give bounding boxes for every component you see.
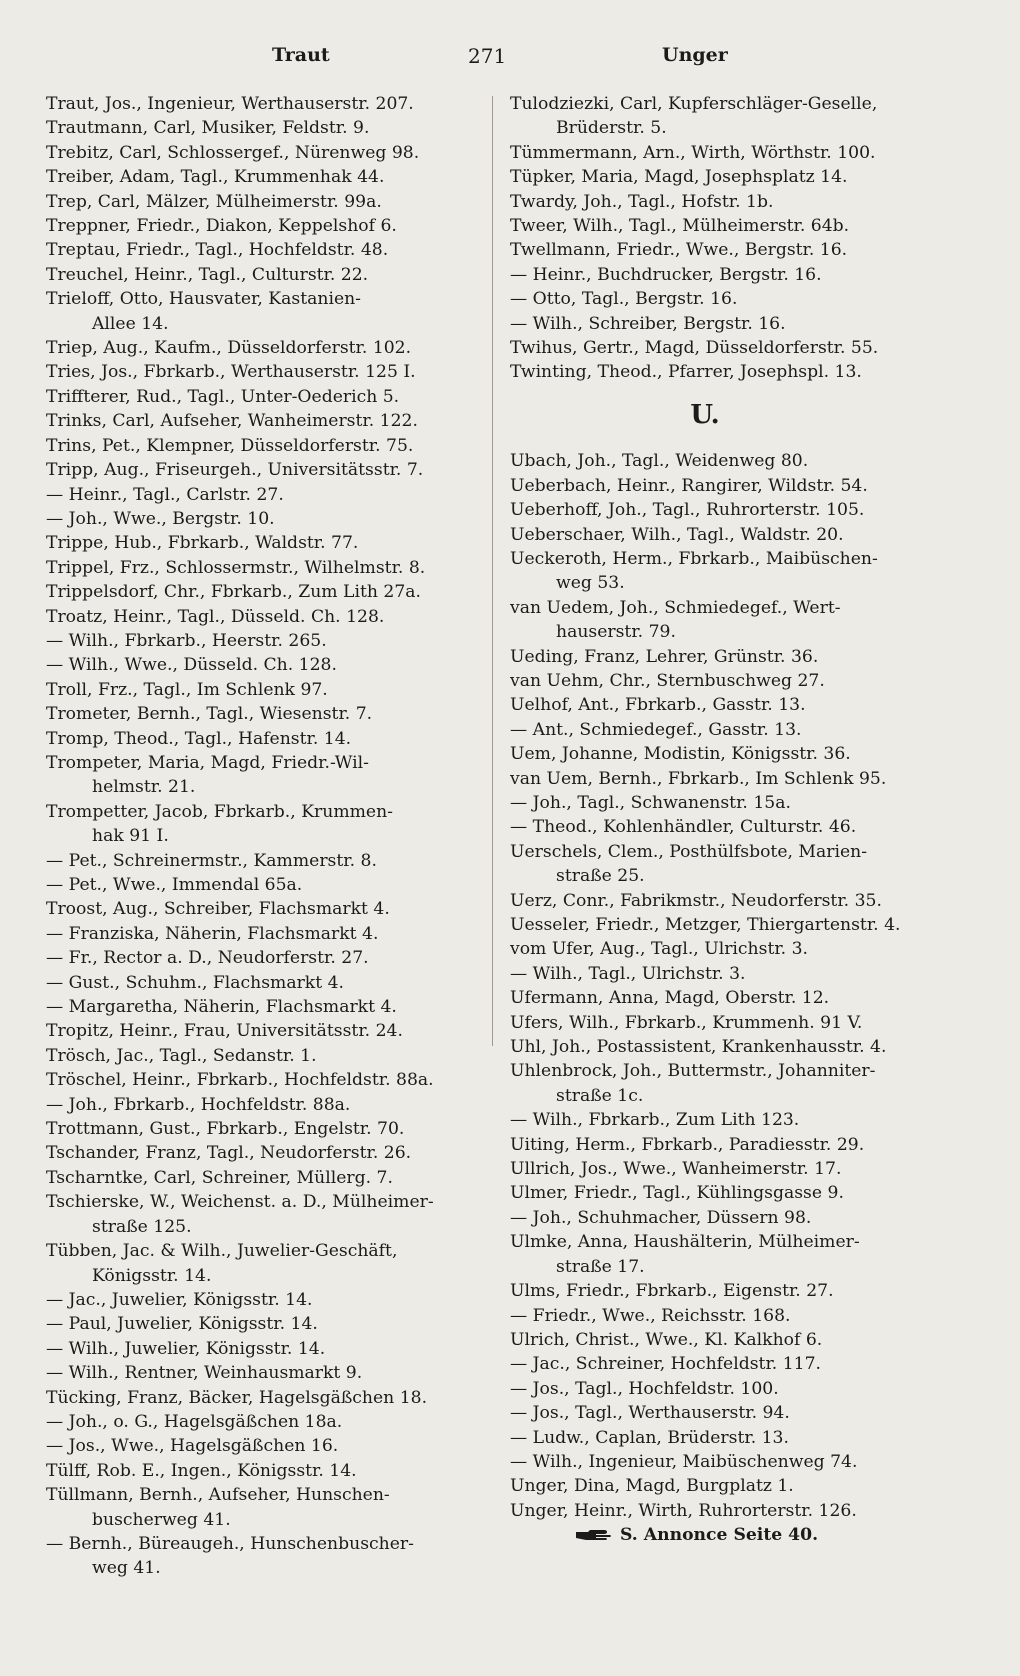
- directory-entry: — Jac., Juwelier, Königsstr. 14.: [46, 1289, 313, 1310]
- directory-entry: Ullrich, Jos., Wwe., Wanheimerstr. 17.: [510, 1159, 842, 1180]
- directory-entry: Traut, Jos., Ingenieur, Werthauserstr. 207.: [46, 94, 414, 114]
- directory-entry: — Jos., Wwe., Hagelsgäßchen 16.: [46, 1436, 339, 1457]
- directory-entry-continuation: straße 1c.: [556, 1085, 644, 1106]
- directory-entry: Trins, Pet., Klempner, Düsseldorferstr. 75.: [46, 435, 414, 456]
- directory-entry: Triffterer, Rud., Tagl., Unter-Oederich 5.: [46, 386, 400, 407]
- directory-entry: Trebitz, Carl, Schlossergef., Nürenweg 98.: [46, 142, 420, 163]
- directory-entry-continuation: Allee 14.: [92, 313, 169, 334]
- directory-entry: Tulodziezki, Carl, Kupferschläger-Geselle,: [510, 94, 878, 114]
- directory-entry: — Wilh., Tagl., Ulrichstr. 3.: [510, 963, 746, 984]
- directory-entry: — Joh., o. G., Hagelsgäßchen 18a.: [46, 1411, 343, 1432]
- directory-entry: Uerz, Conr., Fabrikmstr., Neudorferstr. 35.: [510, 890, 882, 911]
- directory-entry-continuation: hak 91 I.: [92, 826, 169, 847]
- directory-entry-continuation: helmstr. 21.: [92, 777, 196, 798]
- directory-entry: van Uem, Bernh., Fbrkarb., Im Schlenk 95.: [510, 768, 887, 789]
- directory-entry: Troatz, Heinr., Tagl., Düsseld. Ch. 128.: [46, 606, 385, 627]
- left-column: [46, 92, 486, 1581]
- directory-entry: Tripp, Aug., Friseurgeh., Universitätsstr. 7.: [46, 460, 424, 481]
- directory-entry: van Uedem, Joh., Schmiedegef., Wert-: [510, 597, 841, 618]
- directory-entry: Treiber, Adam, Tagl., Krummenhak 44.: [46, 167, 385, 188]
- directory-entry: Tries, Jos., Fbrkarb., Werthauserstr. 125 I.: [46, 362, 416, 383]
- directory-entry: Treuchel, Heinr., Tagl., Culturstr. 22.: [46, 264, 369, 285]
- directory-entry: — Heinr., Buchdrucker, Bergstr. 16.: [510, 264, 822, 285]
- directory-entry: — Wilh., Ingenieur, Maibüschenweg 74.: [510, 1451, 858, 1472]
- directory-entry-continuation: straße 25.: [556, 866, 645, 887]
- directory-entry: Ulmer, Friedr., Tagl., Kühlingsgasse 9.: [510, 1183, 844, 1204]
- directory-entry: — Jos., Tagl., Hochfeldstr. 100.: [510, 1378, 779, 1399]
- directory-entry: Uelhof, Ant., Fbrkarb., Gasstr. 13.: [510, 695, 806, 716]
- directory-entry: — Wilh., Schreiber, Bergstr. 16.: [510, 313, 786, 334]
- page-header: [40, 44, 990, 84]
- directory-entry: — Otto, Tagl., Bergstr. 16.: [510, 289, 738, 310]
- directory-entry: Troost, Aug., Schreiber, Flachsmarkt 4.: [46, 899, 390, 920]
- directory-entry: — Wilh., Juwelier, Königsstr. 14.: [46, 1338, 326, 1359]
- directory-entry: Trautmann, Carl, Musiker, Feldstr. 9.: [46, 118, 370, 139]
- section-letter: U.: [690, 399, 720, 430]
- directory-entry: Uhlenbrock, Joh., Buttermstr., Johanniter-: [510, 1061, 876, 1082]
- directory-entry: — Bernh., Büreaugeh., Hunschenbuscher-: [46, 1533, 414, 1554]
- u-entries: [510, 449, 970, 1523]
- directory-entry: Trösch, Jac., Tagl., Sedanstr. 1.: [46, 1045, 317, 1066]
- directory-entry: Ueberhoff, Joh., Tagl., Ruhrorterstr. 105.: [510, 500, 865, 521]
- directory-entry: Uem, Johanne, Modistin, Königsstr. 36.: [510, 744, 851, 765]
- directory-entry-continuation: weg 53.: [556, 573, 625, 594]
- directory-entry: Unger, Dina, Magd, Burgplatz 1.: [510, 1476, 794, 1497]
- annonce-text: S. Annonce Seite 40.: [620, 1525, 819, 1546]
- directory-entry: Trinks, Carl, Aufseher, Wanheimerstr. 122.: [46, 411, 418, 432]
- directory-entry: Ueberbach, Heinr., Rangirer, Wildstr. 54.: [510, 475, 868, 496]
- directory-entry: Uhl, Joh., Postassistent, Krankenhausstr. 4.: [510, 1037, 887, 1058]
- directory-entry-continuation: Brüderstr. 5.: [556, 118, 667, 139]
- directory-entry: — Jac., Schreiner, Hochfeldstr. 117.: [510, 1354, 821, 1375]
- directory-entry: Triep, Aug., Kaufm., Düsseldorferstr. 102.: [46, 338, 412, 359]
- directory-entry: Tweer, Wilh., Tagl., Mülheimerstr. 64b.: [510, 216, 850, 237]
- right-column: [510, 92, 970, 1548]
- directory-entry-continuation: buscherweg 41.: [92, 1509, 231, 1530]
- annonce-note: [510, 1523, 970, 1547]
- directory-entry: — Theod., Kohlenhändler, Culturstr. 46.: [510, 817, 857, 838]
- directory-entry: — Fr., Rector a. D., Neudorferstr. 27.: [46, 948, 369, 969]
- directory-entry: — Paul, Juwelier, Königsstr. 14.: [46, 1314, 318, 1335]
- directory-entry: Trottmann, Gust., Fbrkarb., Engelstr. 70.: [46, 1119, 405, 1140]
- directory-entry: Trieloff, Otto, Hausvater, Kastanien-: [46, 289, 361, 310]
- directory-entry: Tromp, Theod., Tagl., Hafenstr. 14.: [46, 728, 352, 749]
- directory-entry: Tümmermann, Arn., Wirth, Wörthstr. 100.: [510, 142, 876, 163]
- directory-entry: Ueberschaer, Wilh., Tagl., Waldstr. 20.: [510, 524, 844, 545]
- directory-entry-continuation: weg 41.: [92, 1558, 161, 1579]
- directory-entry: — Franziska, Näherin, Flachsmarkt 4.: [46, 923, 379, 944]
- directory-entry: Ueding, Franz, Lehrer, Grünstr. 36.: [510, 646, 819, 667]
- directory-entry: Ueckeroth, Herm., Fbrkarb., Maibüschen-: [510, 548, 878, 569]
- directory-entry: Tscharntke, Carl, Schreiner, Müllerg. 7.: [46, 1167, 393, 1188]
- directory-entry: — Pet., Schreinermstr., Kammerstr. 8.: [46, 850, 377, 871]
- directory-entry-continuation: Königsstr. 14.: [92, 1265, 212, 1286]
- directory-entry: Trompeter, Maria, Magd, Friedr.-Wil-: [46, 752, 369, 773]
- directory-entry: — Wilh., Wwe., Düsseld. Ch. 128.: [46, 655, 337, 676]
- directory-entry: van Uehm, Chr., Sternbuschweg 27.: [510, 670, 825, 691]
- directory-entry: Ulmke, Anna, Haushälterin, Mülheimer-: [510, 1232, 860, 1253]
- directory-entry: Trippe, Hub., Fbrkarb., Waldstr. 77.: [46, 533, 359, 554]
- header-first-name: Traut: [272, 44, 330, 66]
- directory-entry: Unger, Heinr., Wirth, Ruhrorterstr. 126.: [510, 1500, 857, 1521]
- column-divider: [492, 96, 493, 1046]
- directory-entry: — Wilh., Rentner, Weinhausmarkt 9.: [46, 1363, 363, 1384]
- directory-entry: Uesseler, Friedr., Metzger, Thiergartenstr. 4.: [510, 915, 901, 935]
- directory-entry: Troll, Frz., Tagl., Im Schlenk 97.: [46, 679, 328, 700]
- directory-entry: Ufers, Wilh., Fbrkarb., Krummenh. 91 V.: [510, 1012, 863, 1033]
- directory-entry: vom Ufer, Aug., Tagl., Ulrichstr. 3.: [510, 939, 808, 960]
- directory-entry: — Joh., Fbrkarb., Hochfeldstr. 88a.: [46, 1094, 351, 1115]
- directory-entry: Ubach, Joh., Tagl., Weidenweg 80.: [510, 451, 809, 472]
- directory-entry: Trep, Carl, Mälzer, Mülheimerstr. 99a.: [46, 191, 382, 212]
- directory-entry: Ufermann, Anna, Magd, Oberstr. 12.: [510, 988, 830, 1009]
- directory-entry: Trometer, Bernh., Tagl., Wiesenstr. 7.: [46, 704, 373, 725]
- directory-entry: Tropitz, Heinr., Frau, Universitätsstr. 24.: [46, 1021, 403, 1042]
- directory-entry: — Joh., Wwe., Bergstr. 10.: [46, 508, 275, 529]
- directory-entry: — Ludw., Caplan, Brüderstr. 13.: [510, 1427, 789, 1448]
- directory-entry: Uerschels, Clem., Posthülfsbote, Marien-: [510, 841, 868, 862]
- directory-entry: Twellmann, Friedr., Wwe., Bergstr. 16.: [510, 240, 848, 261]
- directory-entry: Ulrich, Christ., Wwe., Kl. Kalkhof 6.: [510, 1329, 823, 1350]
- directory-entry: Tschander, Franz, Tagl., Neudorferstr. 26.: [46, 1143, 412, 1164]
- directory-entry: — Gust., Schuhm., Flachsmarkt 4.: [46, 972, 344, 993]
- directory-entry: Uiting, Herm., Fbrkarb., Paradiesstr. 29.: [510, 1134, 865, 1155]
- directory-entry: Twardy, Joh., Tagl., Hofstr. 1b.: [510, 191, 774, 212]
- directory-entry: — Heinr., Tagl., Carlstr. 27.: [46, 484, 284, 505]
- directory-entry-continuation: straße 17.: [556, 1256, 645, 1277]
- directory-entry: — Wilh., Fbrkarb., Zum Lith 123.: [510, 1110, 800, 1131]
- directory-entry: Tschierske, W., Weichenst. a. D., Mülheimer-: [46, 1192, 434, 1213]
- pointing-hand-icon: [574, 1527, 614, 1543]
- directory-entry: Ulms, Friedr., Fbrkarb., Eigenstr. 27.: [510, 1281, 834, 1302]
- directory-entry: Tübben, Jac. & Wilh., Juwelier-Geschäft,: [46, 1241, 398, 1262]
- page-number: 271: [468, 44, 507, 68]
- directory-entry: Tüpker, Maria, Magd, Josephsplatz 14.: [510, 167, 848, 188]
- directory-entry: — Joh., Schuhmacher, Düssern 98.: [510, 1207, 812, 1228]
- directory-entry: — Margaretha, Näherin, Flachsmarkt 4.: [46, 997, 397, 1018]
- directory-entry: — Ant., Schmiedegef., Gasstr. 13.: [510, 719, 802, 740]
- directory-entry: — Friedr., Wwe., Reichsstr. 168.: [510, 1305, 791, 1326]
- directory-entry: Trippel, Frz., Schlossermstr., Wilhelmstr. 8.: [46, 557, 426, 578]
- directory-entry: Treptau, Friedr., Tagl., Hochfeldstr. 48.: [46, 240, 389, 261]
- directory-entry: Treppner, Friedr., Diakon, Keppelshof 6.: [46, 216, 397, 237]
- directory-entry: — Jos., Tagl., Werthauserstr. 94.: [510, 1403, 790, 1424]
- directory-entry: Tülff, Rob. E., Ingen., Königsstr. 14.: [46, 1460, 357, 1481]
- directory-entry: Trippelsdorf, Chr., Fbrkarb., Zum Lith 27a.: [46, 582, 421, 603]
- directory-entry: — Wilh., Fbrkarb., Heerstr. 265.: [46, 630, 327, 651]
- t-entries: [510, 92, 970, 385]
- directory-entry-continuation: straße 125.: [92, 1216, 192, 1237]
- directory-entry: Tröschel, Heinr., Fbrkarb., Hochfeldstr. 88a.: [46, 1070, 434, 1091]
- directory-entry: Twihus, Gertr., Magd, Düsseldorferstr. 55.: [510, 338, 879, 359]
- header-last-name: Unger: [662, 44, 728, 66]
- directory-entry: — Joh., Tagl., Schwanenstr. 15a.: [510, 792, 791, 813]
- directory-entry: — Pet., Wwe., Immendal 65a.: [46, 875, 303, 895]
- directory-entry: Tüllmann, Bernh., Aufseher, Hunschen-: [46, 1485, 390, 1506]
- directory-entry: Twinting, Theod., Pfarrer, Josephspl. 13.: [510, 362, 862, 383]
- directory-entry: Tücking, Franz, Bäcker, Hagelsgäßchen 18.: [46, 1387, 428, 1408]
- directory-entry-continuation: hauserstr. 79.: [556, 622, 676, 643]
- directory-entry: Trompetter, Jacob, Fbrkarb., Krummen-: [46, 801, 393, 822]
